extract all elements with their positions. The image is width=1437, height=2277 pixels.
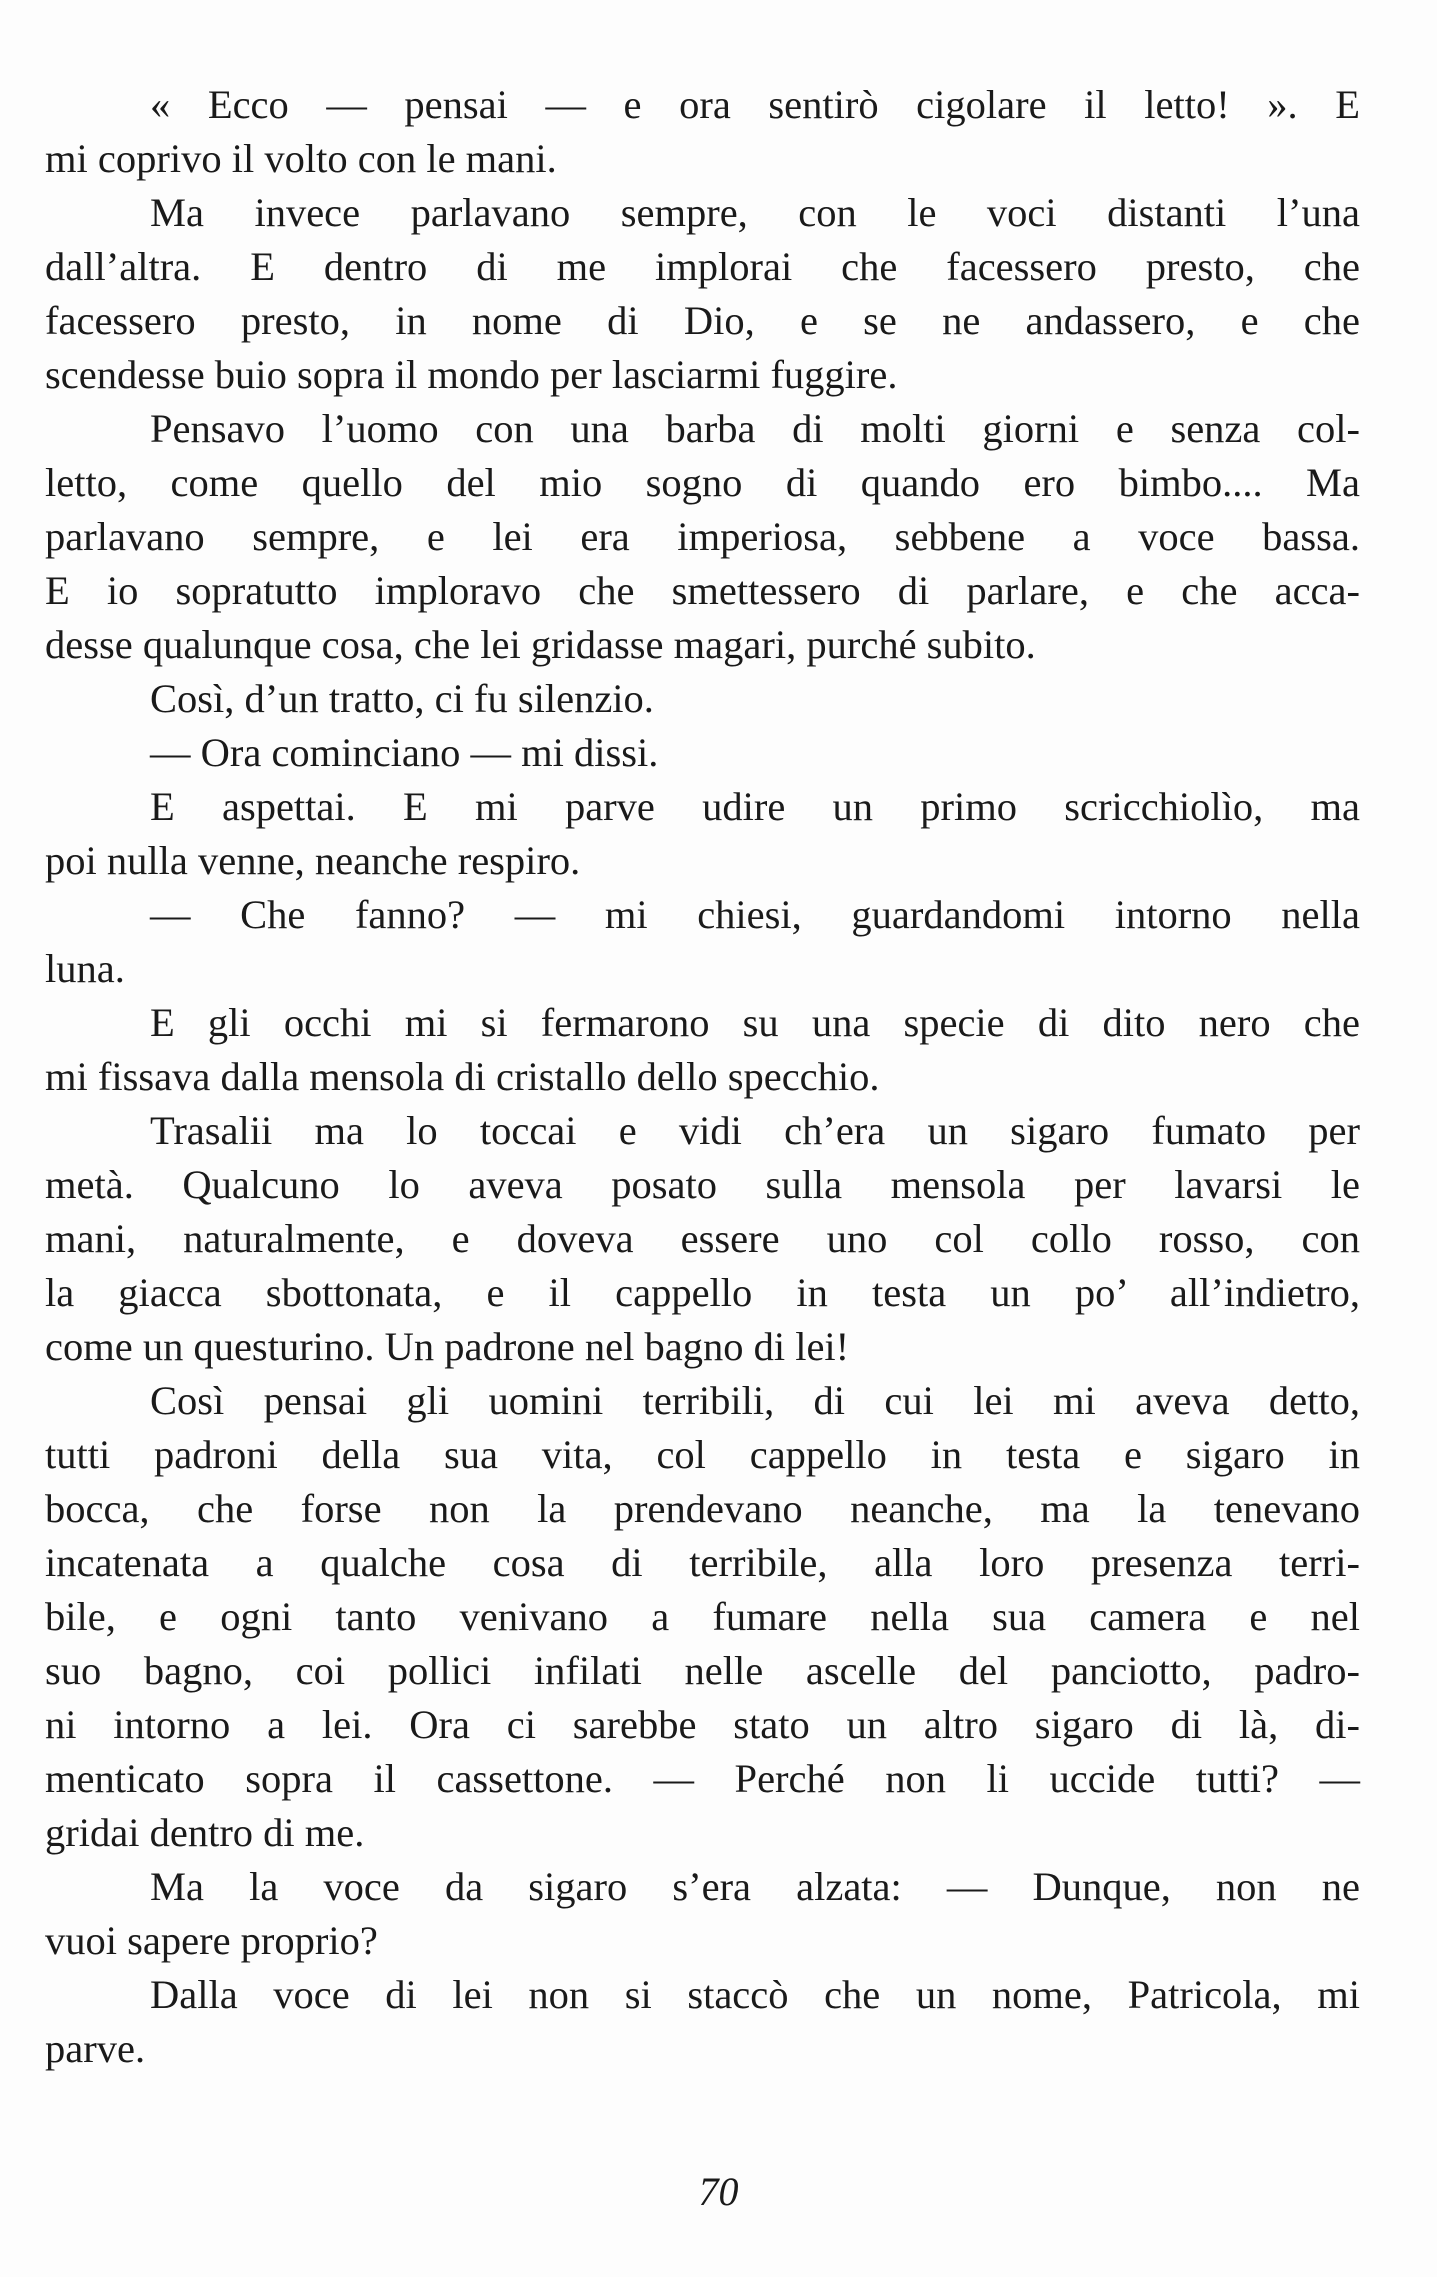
text-line: la giacca sbottonata, e il cappello in testa un po’ all’indietro, — [45, 1270, 1360, 1315]
text-line: come un questurino. Un padrone nel bagno di lei! — [45, 1324, 850, 1369]
text-line: bile, e ogni tanto venivano a fumare nella sua camera e nel — [45, 1594, 1360, 1639]
text-line: incatenata a qualche cosa di terribile, alla loro presenza terri- — [45, 1540, 1360, 1585]
text-line: E aspettai. E mi parve udire un primo scricchiolìo, ma — [150, 784, 1360, 829]
text-line: bocca, che forse non la prendevano neanche, ma la tenevano — [45, 1486, 1360, 1531]
text-line: luna. — [45, 946, 125, 991]
text-line: gridai dentro di me. — [45, 1810, 365, 1855]
text-line: Così, d’un tratto, ci fu silenzio. — [150, 676, 654, 721]
text-line: facessero presto, in nome di Dio, e se ne andassero, e che — [45, 298, 1360, 343]
text-line: letto, come quello del mio sogno di quando ero bimbo.... Ma — [45, 460, 1360, 505]
text-line: Dalla voce di lei non si staccò che un nome, Patricola, mi — [150, 1972, 1360, 2017]
text-line: poi nulla venne, neanche respiro. — [45, 838, 581, 883]
text-line: mani, naturalmente, e doveva essere uno col collo rosso, con — [45, 1216, 1360, 1261]
text-line: metà. Qualcuno lo aveva posato sulla mensola per lavarsi le — [45, 1162, 1360, 1207]
text-line: Ma invece parlavano sempre, con le voci distanti l’una — [150, 190, 1360, 235]
text-line: Trasalii ma lo toccai e vidi ch’era un sigaro fumato per — [150, 1108, 1360, 1153]
text-line: menticato sopra il cassettone. — Perché non li uccide tutti? — — [45, 1756, 1360, 1801]
text-line: tutti padroni della sua vita, col cappello in testa e sigaro in — [45, 1432, 1360, 1477]
text-line: desse qualunque cosa, che lei gridasse magari, purché subito. — [45, 622, 1036, 667]
text-line: Così pensai gli uomini terribili, di cui lei mi aveva detto, — [150, 1378, 1360, 1423]
text-line: Ma la voce da sigaro s’era alzata: — Dunque, non ne — [150, 1864, 1360, 1909]
text-line: Pensavo l’uomo con una barba di molti giorni e senza col- — [150, 406, 1360, 451]
text-line: suo bagno, coi pollici infilati nelle ascelle del panciotto, padro- — [45, 1648, 1360, 1693]
text-line: E gli occhi mi si fermarono su una specie di dito nero che — [150, 1000, 1360, 1045]
text-line: mi coprivo il volto con le mani. — [45, 136, 557, 181]
text-line: ni intorno a lei. Ora ci sarebbe stato un altro sigaro di là, di- — [45, 1702, 1360, 1747]
text-line: mi fissava dalla mensola di cristallo dello specchio. — [45, 1054, 880, 1099]
text-line: E io sopratutto imploravo che smettessero di parlare, e che acca- — [45, 568, 1360, 613]
text-line: dall’altra. E dentro di me implorai che facessero presto, che — [45, 244, 1360, 289]
text-line: — Ora cominciano — mi dissi. — [150, 730, 659, 775]
text-line: vuoi sapere proprio? — [45, 1918, 378, 1963]
text-line: scendesse buio sopra il mondo per lasciarmi fuggire. — [45, 352, 898, 397]
text-line: parlavano sempre, e lei era imperiosa, sebbene a voce bassa. — [45, 514, 1360, 559]
text-line: parve. — [45, 2026, 146, 2071]
text-line: — Che fanno? — mi chiesi, guardandomi intorno nella — [150, 892, 1360, 937]
text-line: « Ecco — pensai — e ora sentirò cigolare il letto! ». E — [150, 82, 1360, 127]
page-number: 70 — [698, 2169, 739, 2214]
